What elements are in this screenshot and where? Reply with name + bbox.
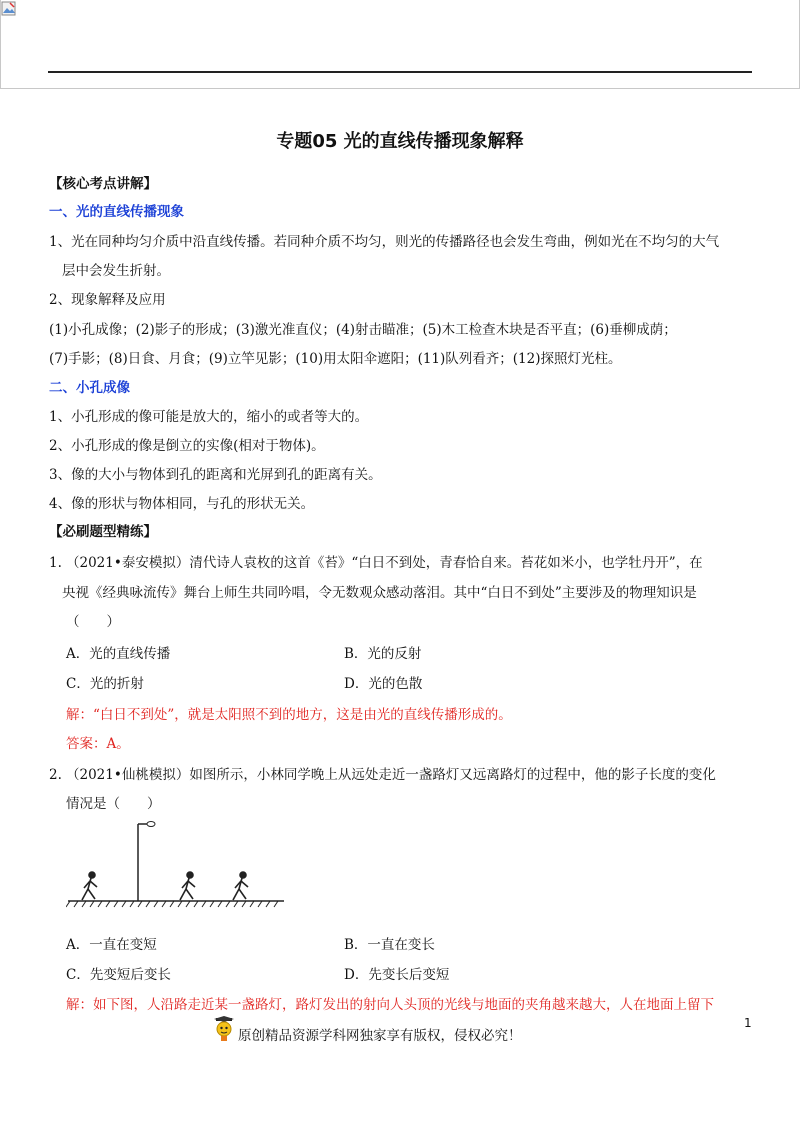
section-1-paragraph-1a: 1、光在同种均匀介质中沿直线传播。若同种介质不均匀，则光的传播路径也会发生弯曲，例如光在不均匀的大气	[49, 234, 720, 250]
practice-heading: 【必刷题型精练】	[49, 524, 157, 540]
section-1-paragraph-4: (7)手影；(8)日食、月食；(9)立竿见影；(10)用太阳伞遮阳；(11)队列看齐；(12)探照灯光柱。	[49, 351, 622, 367]
header-rule	[48, 71, 752, 73]
section-2-paragraph-4: 4、像的形状与物体相同，与孔的形状无关。	[49, 496, 315, 512]
question-1-option-a: A．光的直线传播	[66, 646, 171, 662]
section-2-paragraph-1: 1、小孔形成的像可能是放大的，缩小的或者等大的。	[49, 409, 369, 425]
street-lamp	[138, 822, 155, 902]
footer-copyright: 原创精品资源学科网独家享有版权，侵权必究！	[238, 1028, 522, 1044]
question-2-solution: 解：如下图，人沿路走近某一盏路灯，路灯发出的射向人头顶的光线与地面的夹角越来越大，人在地面上留下	[66, 997, 714, 1013]
question-1-option-b: B．光的反射	[344, 646, 422, 662]
section-2-paragraph-3: 3、像的大小与物体到孔的距离和光屏到孔的距离有关。	[49, 467, 382, 483]
walker-middle	[180, 872, 195, 900]
page-header	[0, 0, 800, 89]
page-number: 1	[744, 1016, 752, 1030]
question-1-answer: 答案：A。	[66, 736, 130, 752]
walker-right	[233, 872, 248, 900]
question-2-line-2: 情况是（ ）	[66, 796, 161, 812]
question-1-option-c: C．光的折射	[66, 676, 144, 692]
section-2-heading: 二、小孔成像	[49, 380, 130, 396]
walker-left	[82, 872, 97, 900]
question-2-line-1: （2021•仙桃模拟）如图所示，小林同学晚上从远处走近一盏路灯又远离路灯的过程中，他的影子长度的变化	[66, 767, 716, 783]
question-1-line-3: （ ）	[66, 614, 120, 630]
question-1-option-d: D．光的色散	[344, 676, 423, 692]
question-2-option-d: D．先变长后变短	[344, 967, 450, 983]
street-lamp-walker-figure	[66, 818, 286, 910]
section-1-paragraph-1b: 层中会发生折射。	[62, 263, 170, 279]
question-1-number: 1.	[49, 555, 62, 571]
section-1-paragraph-3: (1)小孔成像；(2)影子的形成；(3)激光准直仪；(4)射击瞄准；(5)木工检查木块是否平直；(6)垂柳成荫；	[49, 322, 677, 338]
section-1-paragraph-2: 2、现象解释及应用	[49, 292, 166, 308]
question-1-line-2: 央视《经典咏流传》舞台上师生共同吟唱，令无数观众感动落泪。其中“白日不到处”主要涉及的物理知识是	[62, 585, 697, 601]
question-1-line-1: （2021•泰安模拟）清代诗人袁枚的这首《苔》“白日不到处，青春恰自来。苔花如米小，也学牡丹开”，在	[66, 555, 703, 571]
core-heading: 【核心考点讲解】	[49, 176, 157, 192]
question-2-number: 2.	[49, 767, 62, 783]
page-title: 专题05 光的直线传播现象解释	[276, 131, 524, 152]
section-1-heading: 一、光的直线传播现象	[49, 204, 184, 220]
broken-image-icon	[1, 1, 17, 17]
question-2-option-b: B．一直在变长	[344, 937, 435, 953]
section-2-paragraph-2: 2、小孔形成的像是倒立的实像(相对于物体)。	[49, 438, 325, 454]
question-1-solution: 解：“白日不到处”，就是太阳照不到的地方，这是由光的直线传播形成的。	[66, 707, 512, 723]
mascot-icon	[212, 1016, 236, 1042]
question-2-option-c: C．先变短后变长	[66, 967, 171, 983]
question-2-option-a: A．一直在变短	[66, 937, 157, 953]
